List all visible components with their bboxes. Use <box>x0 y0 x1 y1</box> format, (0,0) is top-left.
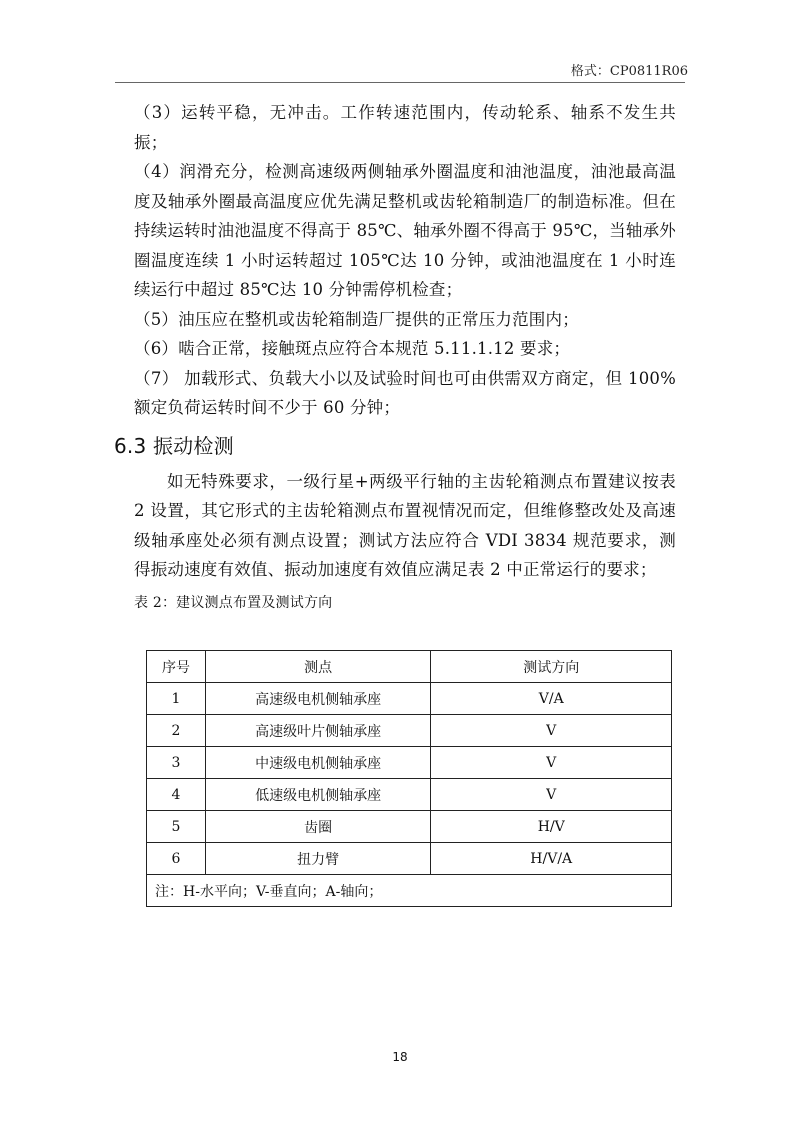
requirement-item-7: （7） 加载形式、负载大小以及试验时间也可由供需双方商定，但 100%额定负荷运转时间不少于 60 分钟； <box>134 368 676 417</box>
row-direction: V <box>431 747 672 779</box>
page-number: 18 <box>392 1050 408 1064</box>
row-point: 高速级叶片侧轴承座 <box>205 715 431 747</box>
row-point: 中速级电机侧轴承座 <box>205 747 431 779</box>
requirement-item-5: （5）油压应在整机或齿轮箱制造厂提供的正常压力范围内； <box>134 309 579 329</box>
table-row <box>147 811 672 843</box>
requirement-item-6: （6）啮合正常，接触斑点应符合本规范 5.11.1.12 要求； <box>134 339 571 358</box>
table-row <box>147 683 672 715</box>
row-point: 扭力臂 <box>205 843 431 875</box>
measurement-points-table <box>146 650 672 907</box>
header-direction: 测试方向 <box>431 651 672 683</box>
requirement-item-3: （3）运转平稳，无冲击。工作转速范围内，传动轮系、轴系不发生共振； <box>134 103 676 152</box>
row-point: 高速级电机侧轴承座 <box>205 683 431 715</box>
row-index: 4 <box>147 779 206 811</box>
row-index: 6 <box>147 843 206 875</box>
table-header-row <box>147 651 672 683</box>
table-note-row <box>147 875 672 907</box>
row-index: 1 <box>147 683 206 715</box>
table-row <box>147 747 672 779</box>
table-caption: 表 2：建议测点布置及测试方向 <box>134 594 333 611</box>
table-row <box>147 779 672 811</box>
row-point: 齿圈 <box>205 811 431 843</box>
row-index: 3 <box>147 747 206 779</box>
page-body <box>114 98 676 617</box>
section-heading: 6.3 振动检测 <box>114 433 234 458</box>
row-direction: V <box>431 779 672 811</box>
section-paragraph: 如无特殊要求，一级行星+两级平行轴的主齿轮箱测点布置建议按表 2 设置，其它形式的主齿轮箱测点布置视情况而定，但维修整改处及高速级轴承座处必须有测点设置；测试方法应符合 VDI 3834 规范要求，测得振动速度有效值、振动加速度有效值应满足表 2 中正常运行的要求； <box>134 471 676 579</box>
row-index: 5 <box>147 811 206 843</box>
header-index: 序号 <box>147 651 206 683</box>
table-note: 注：H-水平向；V-垂直向；A-轴向； <box>147 875 672 907</box>
row-direction: H/V <box>431 811 672 843</box>
header-point: 测点 <box>205 651 431 683</box>
header-divider <box>115 82 685 83</box>
table-row <box>147 715 672 747</box>
document-format-code: 格式：CP0811R06 <box>570 64 688 79</box>
row-direction: H/V/A <box>431 843 672 875</box>
row-point: 低速级电机侧轴承座 <box>205 779 431 811</box>
row-direction: V/A <box>431 683 672 715</box>
row-direction: V <box>431 715 672 747</box>
row-index: 2 <box>147 715 206 747</box>
requirement-item-4: （4）润滑充分，检测高速级两侧轴承外圈温度和油池温度，油池最高温度及轴承外圈最高温度应优先满足整机或齿轮箱制造厂的制造标准。但在持续运转时油池温度不得高于 85℃、轴承外圈不得高于 95℃，当轴承外圈温度连续 1 小时运转超过 105℃达 10 分钟，或油池温度在 1 小时连续运行中超过 85℃达 10 分钟需停机检查； <box>134 162 676 299</box>
table-row <box>147 843 672 875</box>
